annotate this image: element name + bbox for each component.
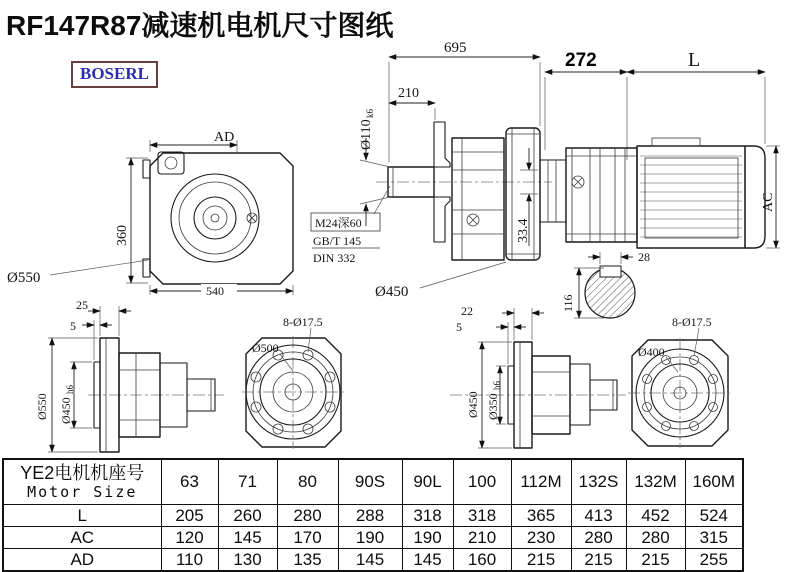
svg-text:Ø350: Ø350 xyxy=(486,393,500,420)
note-std1-label: GB/T 145 xyxy=(313,234,362,248)
dim-b2-bcd-label: Ø500 xyxy=(252,341,279,355)
svg-text:Ø110: Ø110 xyxy=(359,119,374,150)
flange550-side-view xyxy=(35,298,224,452)
table-cell: 145 xyxy=(338,549,402,572)
column-header: 112M xyxy=(511,459,571,505)
column-header: 100 xyxy=(453,459,511,505)
table-cell: 413 xyxy=(571,505,626,527)
dim-28-label: 28 xyxy=(638,250,650,264)
table-row-L xyxy=(3,505,743,527)
table-cell: 365 xyxy=(511,505,571,527)
dim-shaft-dia-label xyxy=(359,109,375,151)
dim-ac-label: AC xyxy=(761,192,776,212)
table-row-AD xyxy=(3,549,743,572)
gearbox-front-view xyxy=(7,130,293,298)
table-cell: 318 xyxy=(453,505,511,527)
motor-size-table xyxy=(2,458,744,572)
dim-210-label: 210 xyxy=(398,86,419,101)
note-tap-label: M24深60 xyxy=(315,216,362,230)
column-header: 80 xyxy=(277,459,338,505)
table-cell: 255 xyxy=(685,549,743,572)
column-header: 90L xyxy=(402,459,453,505)
dim-116-label: 116 xyxy=(561,294,575,312)
table-cell: 280 xyxy=(626,527,685,549)
row-label: L xyxy=(3,505,161,527)
brand-logo: BOSERL xyxy=(71,61,158,88)
dim-L-label: L xyxy=(688,49,701,71)
dim-b4-holes-label: 8-Ø17.5 xyxy=(672,315,712,329)
table-cell: 160 xyxy=(453,549,511,572)
table-cell: 210 xyxy=(453,527,511,549)
column-header: 132M xyxy=(626,459,685,505)
table-cell: 318 xyxy=(402,505,453,527)
dim-ad-label: AD xyxy=(214,130,235,145)
table-cell: 230 xyxy=(511,527,571,549)
shaft-section-view xyxy=(561,250,650,318)
dim-front-od-label: Ø550 xyxy=(7,270,41,286)
flange450-side-view xyxy=(450,304,626,448)
dim-b1-spigot-label xyxy=(59,385,75,425)
gearbox-side-view xyxy=(311,40,552,300)
dim-272-label: 272 xyxy=(565,50,597,71)
table-cell: 190 xyxy=(402,527,453,549)
dim-flange-450-label: Ø450 xyxy=(375,284,409,300)
dim-695-label: 695 xyxy=(444,40,467,56)
svg-text:k6: k6 xyxy=(365,109,375,118)
table-cell: 288 xyxy=(338,505,402,527)
table-cell: 452 xyxy=(626,505,685,527)
table-cell: 315 xyxy=(685,527,743,549)
table-header-row xyxy=(3,459,743,505)
table-cell: 145 xyxy=(402,549,453,572)
table-cell: 215 xyxy=(626,549,685,572)
table-cell: 260 xyxy=(218,505,277,527)
svg-text:Ø450: Ø450 xyxy=(59,397,73,424)
dim-b1-od-label: Ø550 xyxy=(35,393,49,420)
header-cn: YE2电机机座号 xyxy=(20,463,145,484)
dim-5-label: 5 xyxy=(70,319,76,333)
column-header: 90S xyxy=(338,459,402,505)
dim-540-label: 540 xyxy=(206,284,224,298)
table-cell: 524 xyxy=(685,505,743,527)
column-header: 63 xyxy=(161,459,218,505)
column-header: 132S xyxy=(571,459,626,505)
dim-b3-spigot-label xyxy=(486,381,502,421)
table-cell: 280 xyxy=(277,505,338,527)
table-cell: 215 xyxy=(511,549,571,572)
table-cell: 205 xyxy=(161,505,218,527)
motor-size-header-cell xyxy=(3,459,161,505)
motor-side-view xyxy=(540,49,780,318)
dim-5b-label: 5 xyxy=(456,320,462,334)
screw-icon xyxy=(467,214,479,226)
svg-text:h6: h6 xyxy=(65,385,75,394)
table-cell: 135 xyxy=(277,549,338,572)
column-header: 71 xyxy=(218,459,277,505)
note-std2-label: DIN 332 xyxy=(313,251,356,265)
header-en: Motor Size xyxy=(27,483,138,502)
flange550-front-view xyxy=(242,315,344,449)
table-cell: 130 xyxy=(218,549,277,572)
row-label: AC xyxy=(3,527,161,549)
table-cell: 145 xyxy=(218,527,277,549)
row-label: AD xyxy=(3,549,161,572)
flange450-front-view xyxy=(628,315,731,448)
dim-b3-od-label: Ø450 xyxy=(466,391,480,418)
table-cell: 110 xyxy=(161,549,218,572)
table-cell: 280 xyxy=(571,527,626,549)
table-cell: 170 xyxy=(277,527,338,549)
screw-icon xyxy=(247,213,257,223)
column-header: 160M xyxy=(685,459,743,505)
dim-key-height-label: 33.4 xyxy=(516,218,531,243)
table-cell: 190 xyxy=(338,527,402,549)
dim-25-label: 25 xyxy=(76,298,88,312)
dim-22-label: 22 xyxy=(461,304,473,318)
table-row-AC xyxy=(3,527,743,549)
dim-b2-holes-label: 8-Ø17.5 xyxy=(283,315,323,329)
page-title: RF147R87减速机电机尺寸图纸 xyxy=(6,10,394,41)
table-cell: 120 xyxy=(161,527,218,549)
svg-text:h6: h6 xyxy=(492,381,502,390)
dim-360-label: 360 xyxy=(115,225,130,246)
table-cell: 215 xyxy=(571,549,626,572)
screw-icon xyxy=(572,176,584,188)
dim-b4-bcd-label: Ø400 xyxy=(638,345,665,359)
